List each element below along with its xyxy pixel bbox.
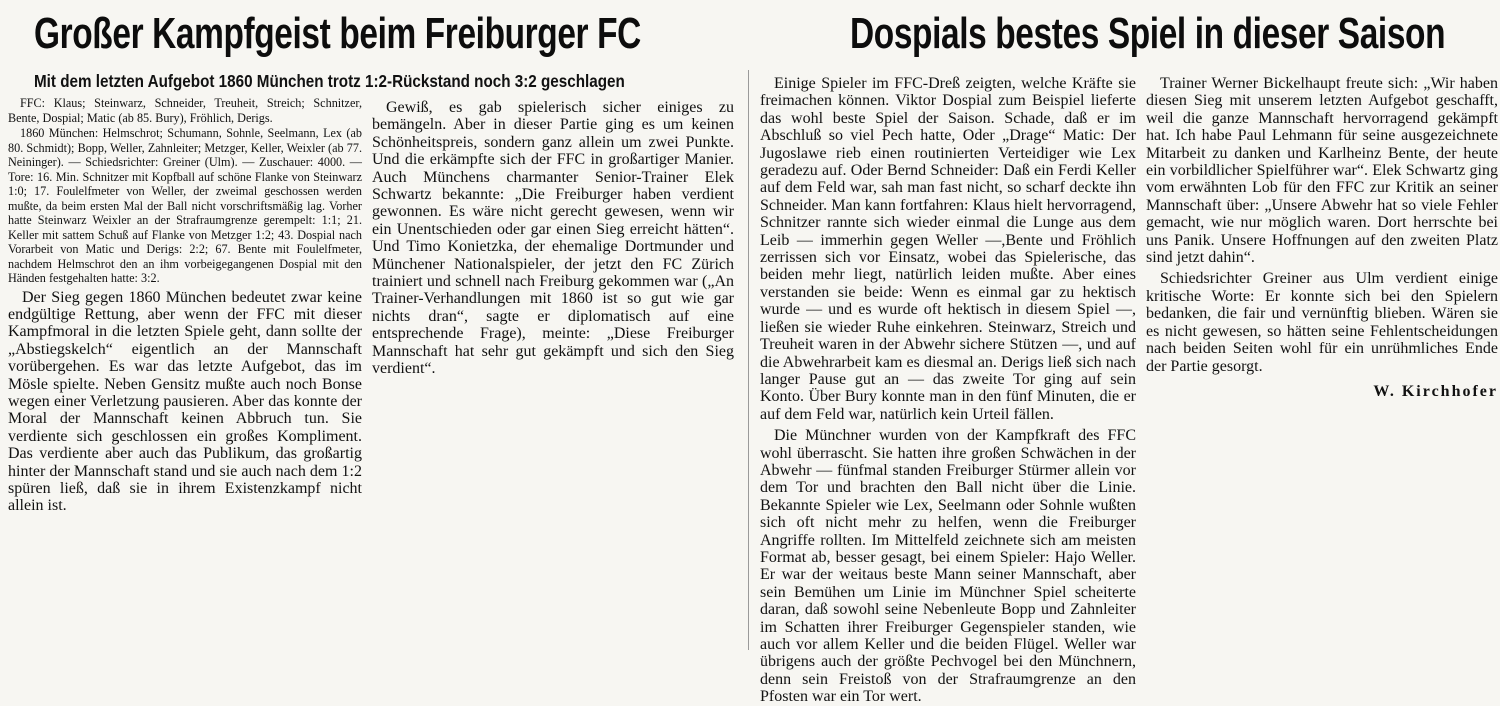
column-divider [748, 70, 749, 650]
lineup-1860: 1860 München: Helmschrot; Schumann, Sohnle, Seelmann, Lex (ab 80. Schmidt); Bopp, Weller, Zahnleiter; Metzger, Keller, Weixler (ab 77. Neininger). — Schiedsrichter: Greiner (Ulm). — Zuschauer: 4000. — Tore: 16. Min. Schnitzer mit Kopfball auf schöne Flanke von Steinwarz 1:0; 17. Foulelfmeter von Weller, der zweimal geschossen werden mußte, da beim ersten Mal der Ball nicht vorschriftsmäßig lag. Vorher hatte Steinwarz Weixler an der Strafraumgrenze gerempelt: 1:1; 21. Keller mit sattem Schuß auf Flanke von Metzger 1:2; 43. Dospial nach Vorarbeit von Matic und Derigs: 2:2; 67. Bente mit Foulelfmeter, nachdem Helmschrot den an ihm vorbeigegangenen Dospial mit den Händen festgehalten hatte: 3:2. [8, 126, 362, 285]
left-article-column-1 [8, 96, 362, 515]
left-body-start [8, 289, 362, 515]
left-subheadline: Mit dem letzten Aufgebot 1860 München trotz 1:2-Rückstand noch 3:2 geschlagen [34, 71, 625, 91]
left-article-column-2 [372, 99, 734, 509]
author-byline: W. Kirchhofer [1373, 382, 1498, 400]
right-paragraph-2: Die Münchner wurden von der Kampfkraft des FFC wohl überrascht. Sie hatten ihre großen Schwächen in der Abwehr — fünfmal standen Freiburger Stürmer allein vor dem Tor und brachten den Ball nicht über die Linie. Bekannte Spieler wie Lex, Seelmann oder Sohnle wußten sich oft nicht mehr zu helfen, wenn die Freiburger Angriffe rollten. Im Mittelfeld zeichnete sich am meisten Format ab, besser gesagt, bei einem Spieler: Hajo Weller. Er war der weitaus beste Mann seiner Mannschaft, aber sein Bemühen um Linie im Münchner Spiel scheiterte daran, daß sowohl seine Nebenleute Bopp und Zahnleiter im Schatten ihrer Freiburger Gegenspieler standen, wie auch vor allem Keller und die beiden Flügel. Weller war übrigens auch der größte Pechvogel bei den Münchnern, denn sein Freistoß von der Strafraumgrenze an den Pfosten war ein Tor wert. [760, 427, 1136, 706]
right-paragraph-3: Trainer Werner Bickelhaupt freute sich: „Wir haben diesen Sieg mit unserem letzten Aufgebot geschafft, weil die ganze Mannschaft hervorragend gekämpft hat. Ich habe Paul Lehmann für seine ausgezeichnete Mitarbeit zu danken und Karlheinz Bente, der heute ein vorbildlicher Spielführer war“. Elek Schwartz ging vom erwähnten Lob für den FFC zur Kritik an seiner Mannschaft über: „Unsere Abwehr hat so viele Fehler gemacht, wie nur möglich waren. Dort herrschte bei uns Panik. Unsere Hoffnungen auf den zweiten Platz sind jetzt dahin“. [1146, 75, 1498, 267]
right-paragraph-1: Einige Spieler im FFC-Dreß zeigten, welche Kräfte sie freimachen können. Viktor Dospial zum Beispiel lieferte das wohl beste Spiel der Saison. Schade, daß er im Abschluß so viel Pech hatte, Oder „Drage“ Matic: Der Jugoslawe rieb einen routinierten Verteidiger wie Lex geradezu auf. Oder Bernd Schneider: Daß ein Ferdi Keller auf dem Feld war, sah man fast nicht, so scharf deckte ihn Schneider. Man kann fortfahren: Klaus hielt hervorragend, Schnitzer rannte sich wieder einmal die Lunge aus dem Leib — immerhin gegen Weller —,Bente und Fröhlich zerrissen sich vor Einsatz, wobei das Spielerische, das beiden mehr liegt, natürlich leiden mußte. Aber eines verstanden sie beide: Wenn es einmal gar zu hektisch wurde — und es wurde oft hektisch in diesem Spiel —, ließen sie wieder Ruhe einkehren. Steinwarz, Streich und Treuheit waren in der Abwehr sichere Stützen —, und auf die Abwehrarbeit kam es diesmal an. Derigs ließ sich nach langer Pause gut an — das zweite Tor ging auf sein Konto. Über Bury konnte man in den fünf Minuten, die er auf dem Feld war, natürlich kein Urteil fällen. [760, 75, 1136, 423]
lineup-box [8, 96, 362, 286]
left-headline: Großer Kampfgeist beim Freiburger FC [34, 9, 641, 58]
right-paragraph-4: Schiedsrichter Greiner aus Ulm verdient einige kritische Worte: Er konnte sich bei den Spielern bedanken, die fair und vernünftig blieben. Wären sie es nicht gewesen, so hätten seine Fehlentscheidungen nach beiden Seiten wohl für ein unrühmliches Ende der Partie gesorgt. [1146, 270, 1498, 375]
left-paragraph-2: Gewiß, es gab spielerisch sicher einiges zu bemängeln. Aber in dieser Partie ging es um keinen Schönheitspreis, sondern ganz allein um zwei Punkte. Und die erkämpfte sich der FFC in großartiger Manier. Auch Münchens charmanter Senior-Trainer Elek Schwartz bekannte: „Die Freiburger haben verdient gewonnen. Es wäre nicht gerecht gewesen, wenn wir ein Unentschieden oder gar einen Sieg erreicht hätten“. Und Timo Konietzka, der ehemalige Dortmunder und Münchener Nationalspieler, der jetzt den FC Zürich trainiert und schnell nach Freiburg gekommen war („An Trainer-Verhandlungen mit 1860 ist so gut wie gar nichts dran“, sagte er diplomatisch auf eine entsprechende Frage), meinte: „Diese Freiburger Mannschaft hat sehr gut gekämpft und sich den Sieg verdient“. [372, 99, 734, 378]
left-paragraph-1: Der Sieg gegen 1860 München bedeutet zwar keine endgültige Rettung, aber wenn der FFC mit dieser Kampfmoral in die letzten Spiele geht, dann sollte der „Abstiegskelch“ eigentlich an der Mannschaft vorübergehen. Es war das letzte Aufgebot, das im Mösle spielte. Neben Gensitz mußte auch noch Bonse wegen einer Verletzung pausieren. Aber das konnte der Moral der Mannschaft keinen Abbruch tun. Sie verdiente sich geschlossen ein großes Kompliment. Das verdiente aber auch das Publikum, das großartig hinter der Mannschaft stand und sie auch nach dem 1:2 spüren ließ, daß sie in ihrem Existenzkampf nicht allein ist. [8, 288, 362, 515]
lineup-ffc: FFC: Klaus; Steinwarz, Schneider, Treuheit, Streich; Schnitzer, Bente, Dospial; Matic (ab 85. Bury), Fröhlich, Derigs. [8, 96, 362, 125]
right-article-column-2 [1146, 75, 1498, 635]
right-article-column-1 [760, 75, 1136, 706]
right-headline: Dospials bestes Spiel in dieser Saison [850, 9, 1446, 58]
